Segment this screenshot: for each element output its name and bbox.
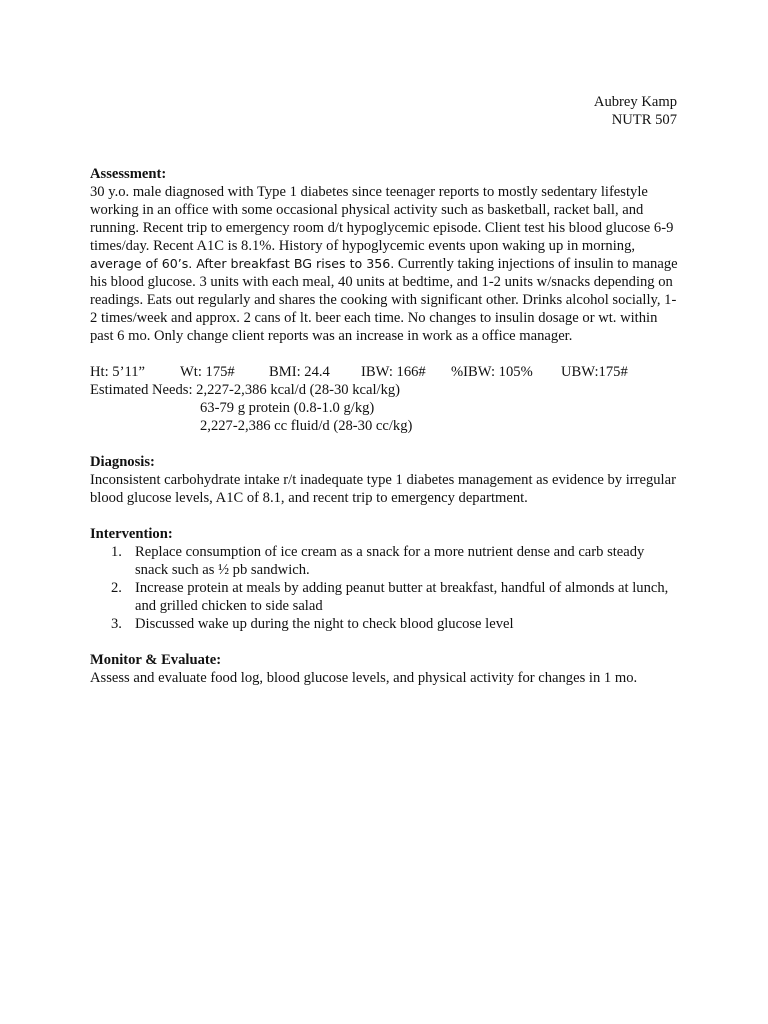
list-item bbox=[90, 543, 680, 579]
assessment-section bbox=[90, 165, 680, 345]
intervention-heading: Intervention: bbox=[90, 526, 173, 542]
list-item-number: 2. bbox=[111, 580, 122, 596]
assessment-text-part2: Currently taking injections of insulin to manage his blood glucose. 3 units with each meal, 40 units at bedtime, and 1-2 units w/snacks depending on readings. Eats out regularly and shares the cooking with significant other. Drinks alcohol socially, 1-2 times/week and approx. 2 cans of lt. beer each time. No changes to insulin dosage or wt. within past 6 mo. Only change client reports was an increase in work as a office manager. bbox=[90, 256, 678, 344]
estimated-needs-fluid: 2,227-2,386 cc fluid/d (28-30 cc/kg) bbox=[200, 418, 413, 434]
height-value: Ht: 5’11” bbox=[90, 364, 145, 380]
list-item-text: Discussed wake up during the night to check blood glucose level bbox=[135, 616, 514, 632]
diagnosis-section bbox=[90, 453, 680, 507]
intervention-section bbox=[90, 525, 680, 633]
intervention-list bbox=[90, 543, 680, 633]
bmi-value: BMI: 24.4 bbox=[269, 364, 330, 380]
assessment-text bbox=[90, 183, 680, 345]
monitor-section bbox=[90, 651, 680, 687]
monitor-text: Assess and evaluate food log, blood glucose levels, and physical activity for changes in 1 mo. bbox=[90, 670, 638, 686]
weight-value: Wt: 175# bbox=[180, 364, 235, 380]
list-item bbox=[90, 579, 680, 615]
course-code: NUTR 507 bbox=[611, 112, 677, 128]
author-name: Aubrey Kamp bbox=[593, 94, 677, 110]
list-item-number: 3. bbox=[111, 616, 122, 632]
list-item-text: Replace consumption of ice cream as a snack for a more nutrient dense and carb steady snack such as ½ pb sandwich. bbox=[135, 544, 645, 578]
list-item bbox=[90, 615, 680, 633]
anthropometrics-row bbox=[90, 363, 680, 381]
assessment-heading: Assessment: bbox=[90, 166, 167, 182]
estimated-needs-protein: 63-79 g protein (0.8-1.0 g/kg) bbox=[200, 400, 375, 416]
list-item-number: 1. bbox=[111, 544, 122, 560]
anthropometrics-section bbox=[90, 363, 680, 435]
list-item-text: Increase protein at meals by adding peanut butter at breakfast, handful of almonds at lunch, and grilled chicken to side salad bbox=[135, 580, 669, 614]
ibw-value: IBW: 166# bbox=[361, 364, 426, 380]
document-header bbox=[594, 93, 677, 129]
monitor-heading: Monitor & Evaluate: bbox=[90, 652, 222, 668]
assessment-text-part1: 30 y.o. male diagnosed with Type 1 diabetes since teenager reports to mostly sedentary lifestyle working in an office with some occasional physical activity such as basketball, racket ball, and running. Recent trip to emergency room d/t hypoglycemic episode. Client test his blood glucose 6-9 times/day. Recent A1C is 8.1%. History of hypoglycemic events upon waking up in morning, bbox=[90, 184, 674, 254]
ubw-value: UBW:175# bbox=[561, 364, 628, 380]
percent-ibw-value: %IBW: 105% bbox=[451, 364, 533, 380]
document-body bbox=[90, 165, 680, 687]
estimated-needs-kcal: Estimated Needs: 2,227-2,386 kcal/d (28-30 kcal/kg) bbox=[90, 382, 401, 398]
diagnosis-text: Inconsistent carbohydrate intake r/t inadequate type 1 diabetes management as evidence by irregular blood glucose levels, A1C of 8.1, and recent trip to emergency department. bbox=[90, 472, 676, 506]
assessment-text-bg-note: average of 60’s. After breakfast BG rises to 356. bbox=[90, 256, 395, 271]
diagnosis-heading: Diagnosis: bbox=[90, 454, 155, 470]
